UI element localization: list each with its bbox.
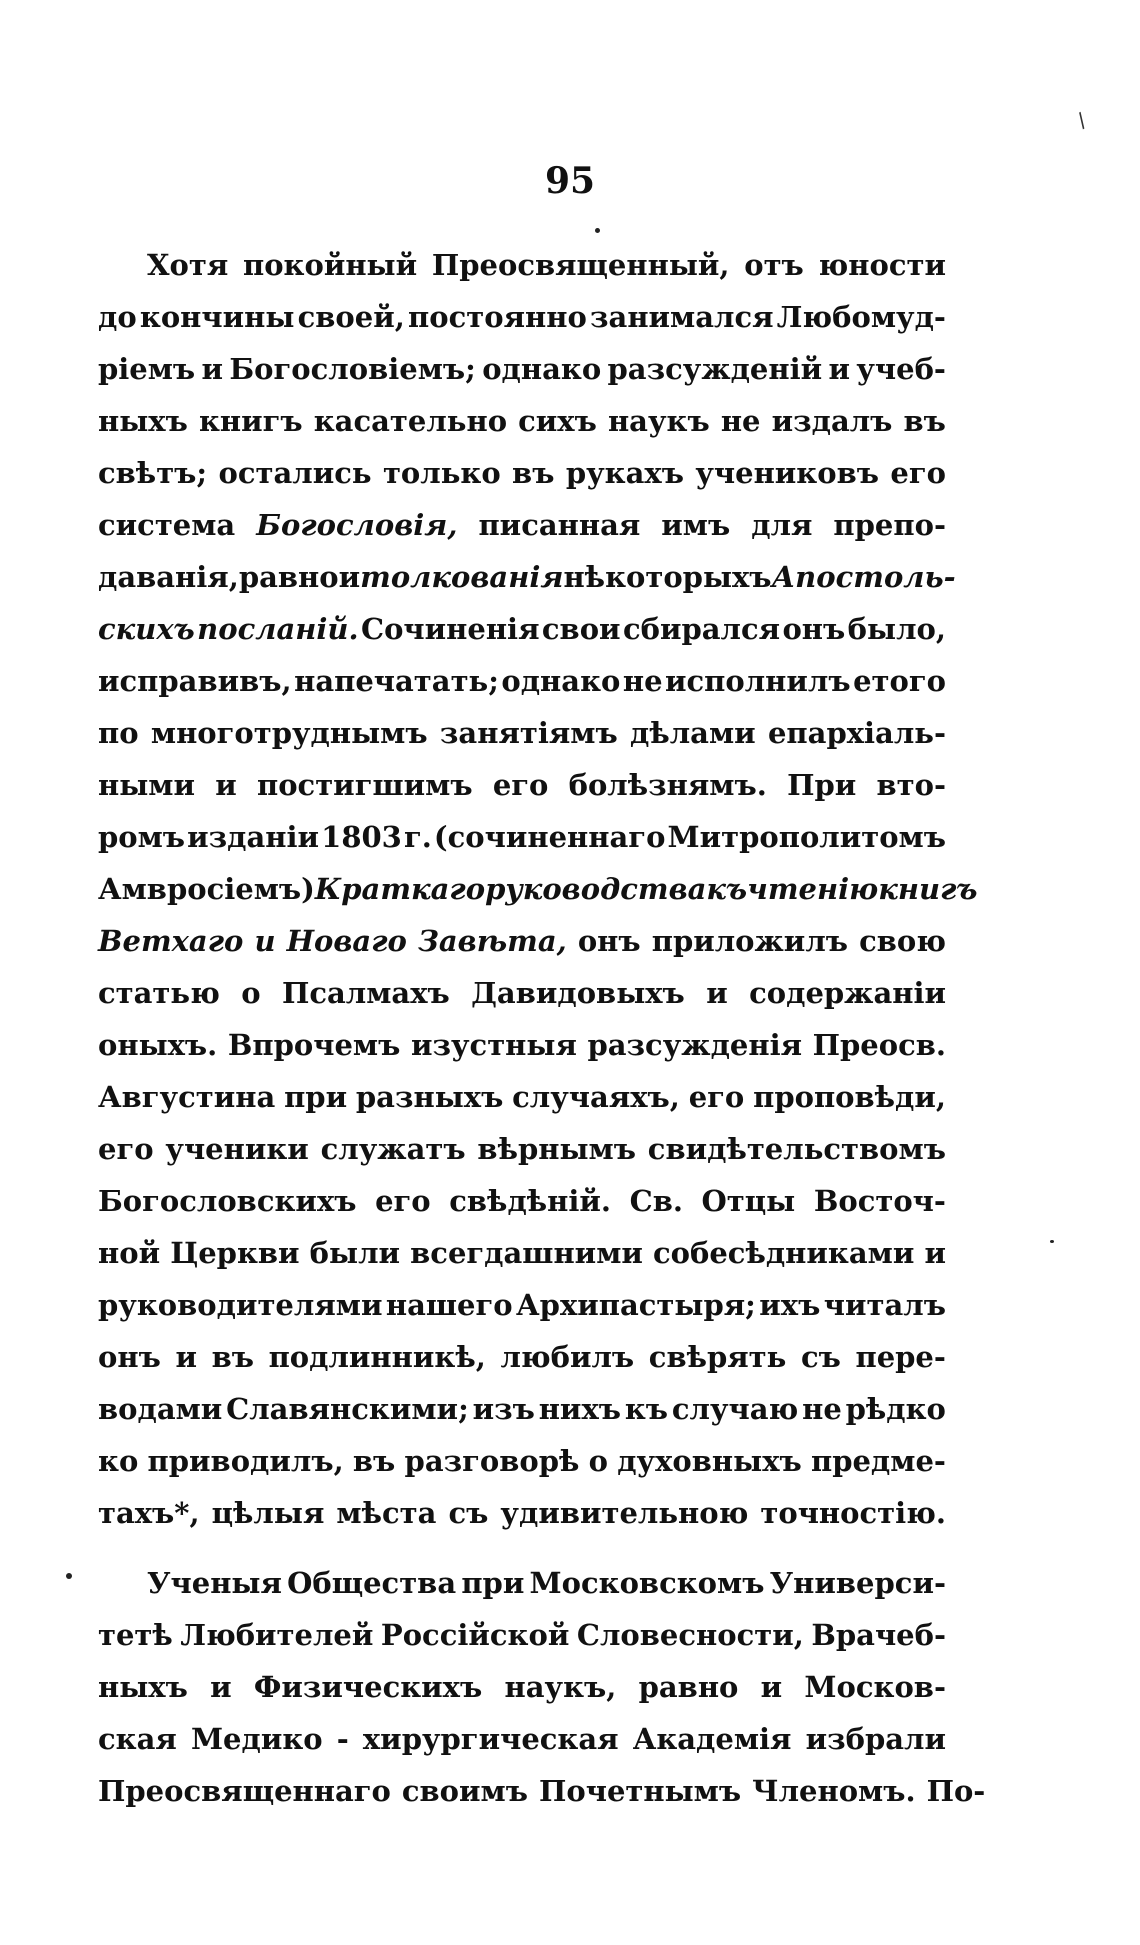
text-line	[98, 1279, 946, 1331]
word: Почетнымъ	[538, 1774, 742, 1808]
text-line	[98, 1123, 946, 1175]
word: ко	[98, 1444, 139, 1478]
word: ученики	[165, 1132, 309, 1166]
word: онъ	[782, 612, 846, 646]
word: предме-	[810, 1444, 946, 1478]
word: Амвросіемъ)	[98, 872, 315, 906]
word: разсужденія	[587, 1028, 803, 1062]
word: хирургическая	[362, 1722, 619, 1756]
word: и	[706, 976, 728, 1010]
word: своимъ	[401, 1774, 528, 1808]
word: Апостоль-	[771, 560, 956, 594]
word: разговорѣ	[404, 1444, 580, 1478]
word: онъ	[98, 1340, 161, 1374]
word: учеб-	[856, 352, 946, 386]
text-line	[98, 811, 946, 863]
word: напечатать;	[294, 664, 499, 698]
ink-speck	[1050, 1240, 1054, 1243]
word: посланій.	[197, 612, 359, 646]
word: служатъ	[320, 1132, 466, 1166]
text-line	[98, 1661, 946, 1713]
word: приводилъ,	[147, 1444, 344, 1478]
word: Митрополитомъ	[667, 820, 946, 854]
text-line	[98, 343, 946, 395]
word: Славянскими;	[226, 1392, 469, 1426]
word: Преосв.	[812, 1028, 946, 1062]
word: Ветхаго	[98, 924, 244, 958]
word: многотруднымъ	[150, 716, 428, 750]
word: отъ	[744, 248, 804, 282]
text-line	[98, 291, 946, 343]
word: Хотя	[147, 248, 229, 282]
word: точностію.	[760, 1496, 946, 1530]
word: наукъ,	[504, 1670, 617, 1704]
paragraph-gap	[98, 1539, 946, 1557]
text-line	[98, 1071, 946, 1123]
word: было,	[847, 612, 946, 646]
word: и	[338, 560, 361, 594]
word: Августина	[98, 1080, 276, 1114]
text-line	[98, 759, 946, 811]
word: любилъ	[500, 1340, 635, 1374]
word: однако	[482, 352, 602, 386]
page-number: 95	[544, 160, 596, 202]
word: книгъ	[878, 872, 978, 906]
word: ной	[98, 1236, 161, 1270]
word: читалъ	[823, 1288, 946, 1322]
word: занимался	[590, 300, 774, 334]
word: сбирался	[622, 612, 781, 646]
text-line	[98, 1331, 946, 1383]
word: пере-	[855, 1340, 946, 1374]
word: остались	[218, 456, 372, 490]
word: тетѣ	[98, 1618, 173, 1652]
word: оныхъ.	[98, 1028, 218, 1062]
word: не	[622, 664, 663, 698]
word: ріемъ	[98, 352, 196, 386]
word: наукъ	[607, 404, 710, 438]
word: разныхъ	[355, 1080, 504, 1114]
word: Словесности,	[576, 1618, 804, 1652]
word: своей,	[297, 300, 405, 334]
word: мѣста	[336, 1496, 437, 1530]
word: разсужденій	[607, 352, 823, 386]
word: Физическихъ	[253, 1670, 483, 1704]
word: его	[375, 1184, 431, 1218]
word: препо-	[833, 508, 946, 542]
word: и	[215, 768, 237, 802]
word: болѣзнямъ.	[568, 768, 767, 802]
word: тахъ*,	[98, 1496, 200, 1530]
text-line	[98, 1487, 946, 1539]
word: рукахъ	[565, 456, 684, 490]
word: Давидовыхъ	[471, 976, 685, 1010]
word: етого	[853, 664, 946, 698]
word: Общества	[287, 1566, 457, 1600]
text-line	[98, 967, 946, 1019]
word: нашего	[385, 1288, 513, 1322]
word: издалъ	[771, 404, 893, 438]
word: 1803	[321, 820, 402, 854]
word: Краткаго	[314, 872, 486, 906]
word: въ	[211, 1340, 254, 1374]
word: случаяхъ,	[512, 1080, 680, 1114]
word: даванія,	[98, 560, 239, 594]
word: ными	[98, 768, 195, 802]
word: покойный	[242, 248, 418, 282]
word: юности	[818, 248, 946, 282]
word: Псалмахъ	[281, 976, 450, 1010]
word: Московскомъ	[529, 1566, 765, 1600]
word: кончины	[139, 300, 295, 334]
word: его	[688, 1080, 745, 1114]
word: его	[98, 1132, 154, 1166]
word: свѣтъ;	[98, 456, 208, 490]
word: и	[210, 1670, 232, 1704]
word: По-	[926, 1774, 986, 1808]
word: Новаго	[286, 924, 407, 958]
text-line	[98, 863, 978, 915]
word: писанная	[478, 508, 641, 542]
word: въ	[512, 456, 555, 490]
word: Церкви	[170, 1236, 300, 1270]
word: о	[241, 976, 261, 1010]
word: и	[175, 1340, 197, 1374]
word: онъ	[577, 924, 641, 958]
text-line	[98, 707, 946, 759]
word: только	[382, 456, 501, 490]
word: всегдашними	[410, 1236, 643, 1270]
ink-speck	[66, 1573, 72, 1579]
word: духовныхъ	[617, 1444, 802, 1478]
word: и	[201, 352, 224, 386]
word: подлинникѣ,	[268, 1340, 486, 1374]
word: руководства	[485, 872, 707, 906]
ink-speck	[595, 228, 600, 233]
text-line	[98, 447, 946, 499]
word: его	[890, 456, 946, 490]
word: съ	[448, 1496, 489, 1530]
word: Врачеб-	[811, 1618, 946, 1652]
word: епархіаль-	[767, 716, 946, 750]
word: равно	[638, 1670, 739, 1704]
word: равно	[238, 560, 339, 594]
word: свидѣтельствомъ	[647, 1132, 946, 1166]
word: Преосвященнаго	[98, 1774, 391, 1808]
word: постигшимъ	[256, 768, 473, 802]
word: водами	[98, 1392, 223, 1426]
word: дѣлами	[630, 716, 756, 750]
word: Архипастыря;	[516, 1288, 756, 1322]
word: были	[309, 1236, 401, 1270]
word: свѣрять	[648, 1340, 787, 1374]
text-line	[98, 915, 946, 967]
text-line	[98, 1227, 946, 1279]
text-line	[98, 1175, 946, 1227]
word: Отцы	[701, 1184, 796, 1218]
word: свои	[541, 612, 621, 646]
word: занятіямъ	[439, 716, 618, 750]
word: свою	[859, 924, 946, 958]
text-line	[98, 1557, 946, 1609]
word: однако	[501, 664, 621, 698]
text-line	[98, 603, 946, 655]
word: исполнилъ	[665, 664, 851, 698]
word: до	[98, 300, 137, 334]
word: удивительною	[500, 1496, 749, 1530]
word: Впрочемъ	[227, 1028, 401, 1062]
word: сихъ	[518, 404, 597, 438]
word: книгъ	[198, 404, 303, 438]
word: въ	[903, 404, 946, 438]
word: и	[828, 352, 850, 386]
word: цѣлыя	[211, 1496, 325, 1530]
word: Богословскихъ	[98, 1184, 357, 1218]
word: руководителями	[98, 1288, 383, 1322]
word: касательно	[313, 404, 508, 438]
word: избрали	[805, 1722, 946, 1756]
word: его	[492, 768, 549, 802]
word: скихъ	[98, 612, 195, 646]
word: Св.	[629, 1184, 683, 1218]
word: рѣдко	[845, 1392, 946, 1426]
word: При	[787, 768, 857, 802]
word: ныхъ	[98, 404, 188, 438]
word: Ученыя	[147, 1566, 282, 1600]
word: имъ	[661, 508, 731, 542]
word: Преосвященный,	[431, 248, 730, 282]
word: и	[924, 1236, 946, 1270]
word: -	[336, 1722, 349, 1756]
word: Сочиненія	[360, 612, 540, 646]
paragraph	[98, 239, 978, 1539]
word: и	[254, 924, 276, 958]
word: не	[720, 404, 761, 438]
text-line	[98, 395, 946, 447]
word: Академія	[632, 1722, 792, 1756]
text-line	[98, 239, 946, 291]
word: изустныя	[410, 1028, 577, 1062]
word: исправивъ,	[98, 664, 292, 698]
word: приложилъ	[651, 924, 849, 958]
word: случаю	[671, 1392, 799, 1426]
word: ихъ	[759, 1288, 821, 1322]
word: къ	[624, 1392, 669, 1426]
text-line	[98, 655, 946, 707]
word: Любомуд-	[776, 300, 946, 334]
paragraph	[98, 1557, 986, 1817]
word: для	[751, 508, 813, 542]
word: о	[588, 1444, 608, 1478]
word: при	[461, 1566, 525, 1600]
word: система	[98, 508, 236, 542]
word: ская	[98, 1722, 177, 1756]
word: ромъ	[98, 820, 186, 854]
ink-mark: /	[1072, 107, 1091, 133]
text-line	[98, 1383, 946, 1435]
word: и	[760, 1670, 783, 1704]
text-line	[98, 499, 946, 551]
word: Любителей	[180, 1618, 374, 1652]
word: въ	[352, 1444, 396, 1478]
word: Богословіемъ;	[229, 352, 476, 386]
word: чтенію	[747, 872, 879, 906]
word: Универси-	[769, 1566, 946, 1600]
text-line	[98, 551, 956, 603]
text-line	[98, 1609, 946, 1661]
word: Богословія,	[256, 508, 458, 542]
word: проповѣди,	[753, 1080, 946, 1114]
word: не	[802, 1392, 842, 1426]
word: Завѣта,	[417, 924, 567, 958]
word: изъ	[472, 1392, 535, 1426]
word: свѣдѣній.	[449, 1184, 612, 1218]
text-line	[98, 1713, 946, 1765]
word: г.	[403, 820, 432, 854]
word: вто-	[876, 768, 946, 802]
word: къ	[706, 872, 748, 906]
word: содержаніи	[749, 976, 946, 1010]
word: постоянно	[408, 300, 587, 334]
word: Москов-	[804, 1670, 946, 1704]
text-line	[98, 1435, 946, 1487]
word: Россійской	[380, 1618, 570, 1652]
word: по	[98, 716, 139, 750]
text-line	[98, 1765, 986, 1817]
word: нихъ	[538, 1392, 621, 1426]
word: Медико	[190, 1722, 323, 1756]
word: Членомъ.	[752, 1774, 916, 1808]
page-body-text	[98, 239, 986, 1817]
word: нѣкоторыхъ	[563, 560, 772, 594]
word: толкованія	[360, 560, 564, 594]
word: съ	[800, 1340, 841, 1374]
word: (сочиненнаго	[433, 820, 666, 854]
word: при	[284, 1080, 348, 1114]
word: статью	[98, 976, 220, 1010]
word: собесѣдниками	[653, 1236, 915, 1270]
word: изданіи	[187, 820, 320, 854]
word: учениковъ	[695, 456, 879, 490]
word: Восточ-	[813, 1184, 946, 1218]
text-line	[98, 1019, 946, 1071]
word: ныхъ	[98, 1670, 188, 1704]
word: вѣрнымъ	[477, 1132, 636, 1166]
